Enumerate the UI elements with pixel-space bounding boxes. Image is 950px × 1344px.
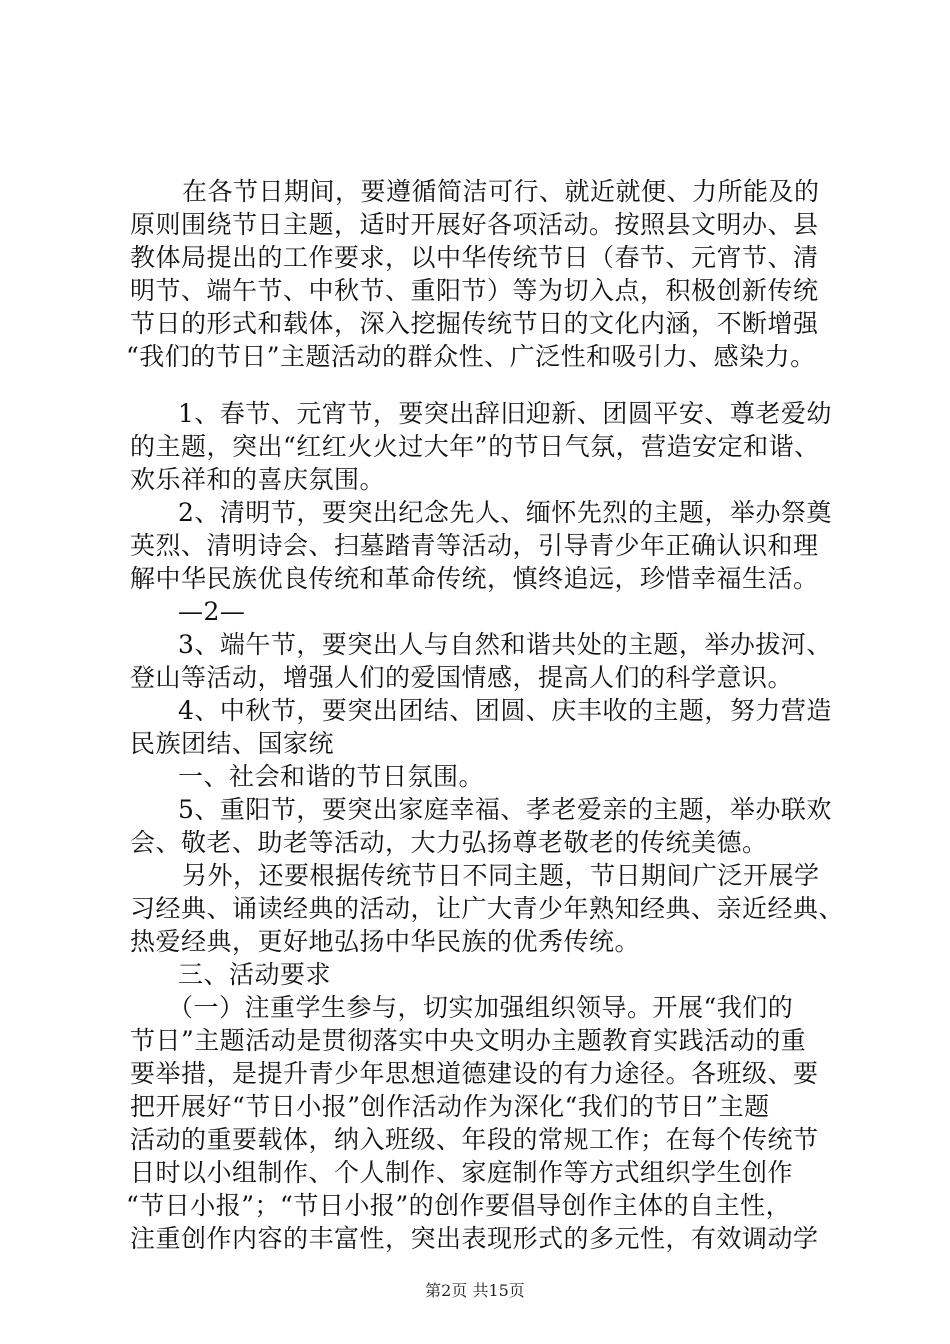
list-item-line: 2、清明节，要突出纪念先人、缅怀先烈的主题，举办祭奠 [178,498,832,527]
section-heading: 三、活动要求 [178,960,332,989]
list-item-line: 4、中秋节，要突出团结、团圆、庆丰收的主题，努力营造 [178,696,832,725]
paragraph-line: 活动的重要载体，纳入班级、年段的常规工作；在每个传统节 [130,1125,819,1154]
paragraph-line: 注重创作内容的丰富性，突出表现形式的多元性，有效调动学 [130,1224,819,1253]
paragraph-line: 原则围绕节日主题，适时开展好各项活动。按照县文明办、县 [130,210,819,239]
section-heading: 一、社会和谐的节日氛围。 [178,762,485,791]
paragraph-line: 要举措，是提升青少年思想道德建设的有力途径。各班级、要 [130,1059,819,1088]
paragraph-line: “我们的节日”主题活动的群众性、广泛性和吸引力、感染力。 [126,342,816,371]
list-item-line: 民族团结、国家统 [130,729,335,758]
list-item-line: 5、重阳节，要突出家庭幸福、孝老爱亲的主题，举办联欢 [178,795,832,824]
paragraph-line: 明节、端午节、中秋节、重阳节）等为切入点，积极创新传统 [130,276,819,305]
list-item-line: 3、端午节，要突出人与自然和谐共处的主题，举办拔河、 [178,630,832,659]
inline-page-marker: —2— [178,597,246,626]
paragraph-line: 习经典、诵读经典的活动，让广大青少年熟知经典、亲近经典、 [130,894,845,923]
paragraph-line: （一）注重学生参与，切实加强组织领导。开展“我们的 [168,993,794,1022]
paragraph-line: 教体局提出的工作要求，以中华传统节日（春节、元宵节、清 [130,243,819,272]
paragraph-line: 热爱经典，更好地弘扬中华民族的优秀传统。 [130,927,641,956]
paragraph-line: 把开展好“节日小报”创作活动作为深化“我们的节日”主题 [130,1092,770,1121]
paragraph-line: 日时以小组制作、个人制作、家庭制作等方式组织学生创作 [130,1158,794,1187]
list-item-line: 会、敬老、助老等活动，大力弘扬尊老敬老的传统美德。 [130,828,768,857]
list-item-line: 1、春节、元宵节，要突出辞旧迎新、团圆平安、尊老爱幼 [178,399,832,428]
paragraph-line: “节日小报”；“节日小报”的创作要倡导创作主体的自主性， [126,1191,792,1220]
list-item-line: 欢乐祥和的喜庆氛围。 [130,465,386,494]
list-item-line: 解中华民族优良传统和革命传统，慎终追远，珍惜幸福生活。 [130,564,819,593]
list-item-line: 英烈、清明诗会、扫墓踏青等活动，引导青少年正确认识和理 [130,531,819,560]
paragraph-line: 另外，还要根据传统节日不同主题，节日期间广泛开展学 [182,861,820,890]
paragraph-line: 在各节日期间，要遵循简洁可行、就近就便、力所能及的 [182,177,820,206]
list-item-line: 登山等活动，增强人们的爱国情感，提高人们的科学意识。 [130,663,794,692]
page-footer: 第2页 共15页 [425,1281,525,1300]
paragraph-line: 节日”主题活动是贯彻落实中央文明办主题教育实践活动的重 [130,1026,807,1055]
list-item-line: 的主题，突出“红红火火过大年”的节日气氛，营造安定和谐、 [130,432,820,461]
paragraph-line: 节日的形式和载体，深入挖掘传统节日的文化内涵，不断增强 [130,309,819,338]
